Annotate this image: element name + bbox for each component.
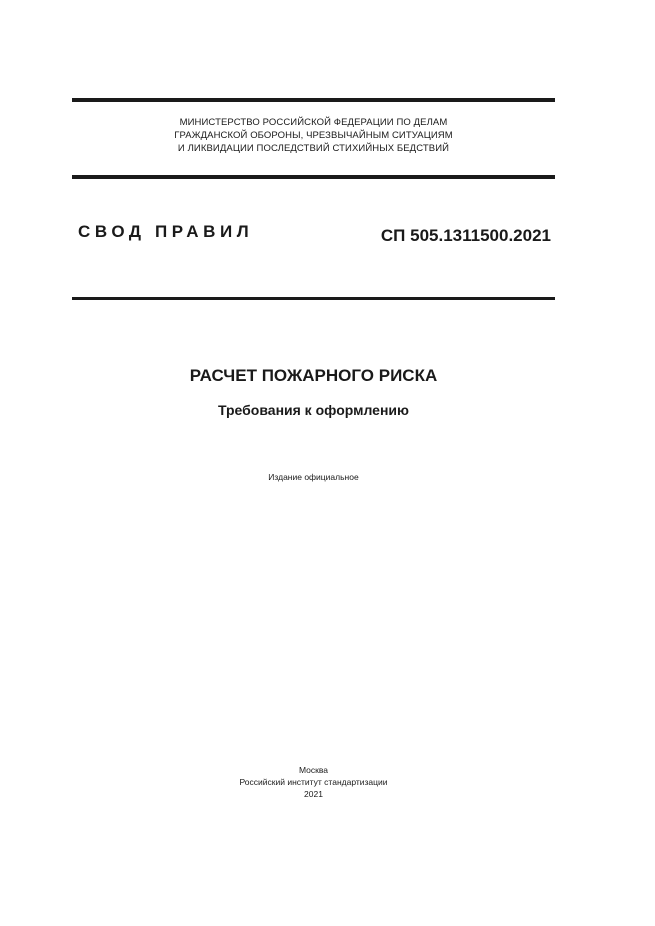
imprint-publisher: Российский институт стандартизации	[239, 777, 388, 787]
ministry-header	[72, 116, 555, 155]
document-title: РАСЧЕТ ПОЖАРНОГО РИСКА	[189, 366, 438, 385]
ministry-line-3: И ЛИКВИДАЦИИ ПОСЛЕДСТВИЙ СТИХИЙНЫХ БЕДСТВИЙ	[177, 143, 450, 154]
top-rule	[72, 98, 555, 102]
code-of-rules-title: СВОД ПРАВИЛ	[78, 222, 254, 241]
imprint-year: 2021	[304, 789, 323, 799]
code-number: СП 505.1311500.2021	[380, 226, 551, 245]
edition-note: Издание официальное	[268, 472, 359, 482]
document-subtitle: Требования к оформлению	[217, 402, 409, 418]
bottom-rule	[72, 297, 555, 300]
imprint	[72, 764, 555, 800]
ministry-line-1: МИНИСТЕРСТВО РОССИЙСКОЙ ФЕДЕРАЦИИ ПО ДЕЛАМ	[179, 117, 448, 128]
imprint-city: Москва	[298, 765, 329, 775]
middle-rule	[72, 175, 555, 179]
ministry-line-2: ГРАЖДАНСКОЙ ОБОРОНЫ, ЧРЕЗВЫЧАЙНЫМ СИТУАЦИЯМ	[174, 130, 453, 141]
